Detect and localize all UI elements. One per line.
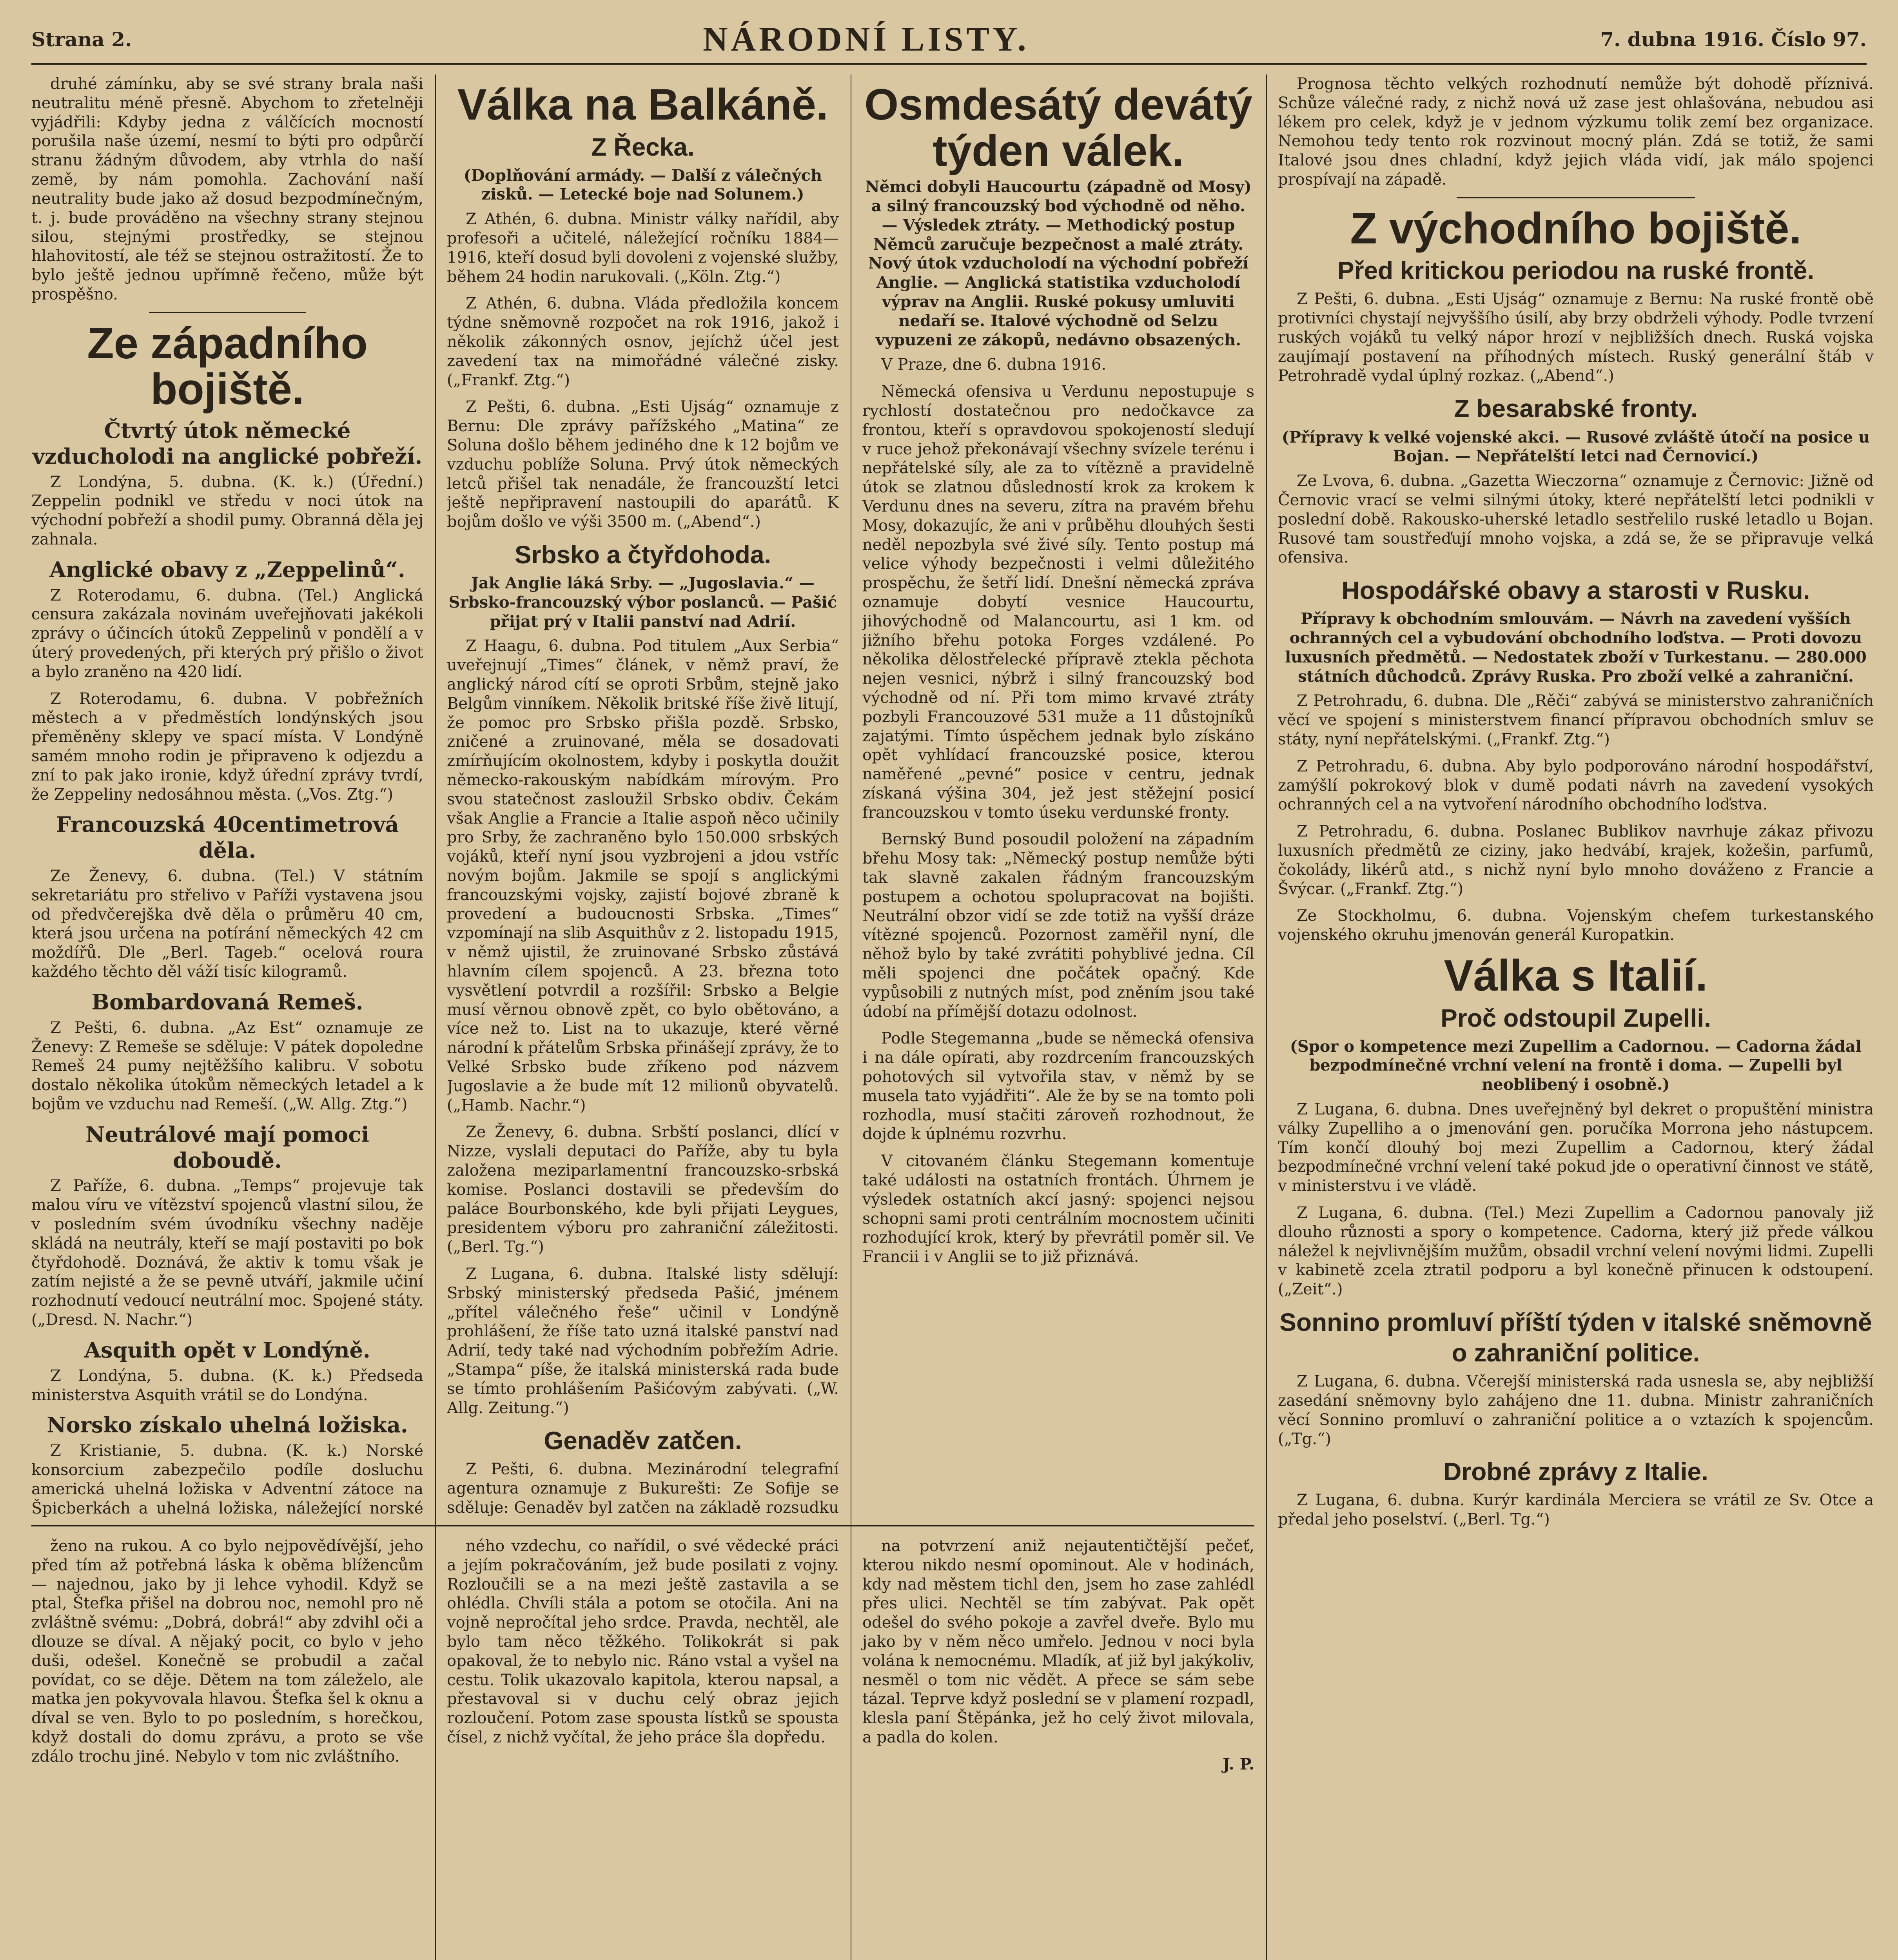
article-text: Z Kristianie, 5. dubna. (K. k.) Norské konsorcium zabezpečilo podíle dosluchu americká uhelná ložiska v Adventní zátoce na Špicberkách a uhelná ložiska, náležející norské [31, 1442, 423, 1517]
article-text: Z Lugana, 6. dubna. Kurýr kardinála Merciera se vrátil ze Sv. Otce a předal jeho poselství. („Berl. Tg.“) [1278, 1491, 1874, 1529]
section-heading: Válka na Balkáně. [457, 80, 829, 129]
feuilleton-text: ného vzdechu, co nařídil, o své vědecké práci a jejím pokračováním, jež bude posilati z vojny. Rozloučili se a na mezi ještě zastavila a se ohlédla. Chvíli stála a potom se otočila. Ani na vojně nepročítal jeho srdce. Pravda, nechtěl, ale bylo tam něco těžkého. Tolikokrát si pak opakoval, že to nebylo nic. Ráno vstal a vyšel na cestu. Tolik ukazovalo kapitola, kterou napsal, a přestavoval si v duchu celý obraz jejich rozloučení. Potom zase spousta lístků se spousta čísel, z nichž vyčítal, že jeho práce šla dopředu. [447, 1537, 839, 1746]
article-text: Z Lugana, 6. dubna. Dnes uveřejněný byl dekret o propuštění ministra války Zupelliho a o jmenování gen. poručíka Morrona jeho nástupcem. Tím končí dlouhý boj mezi Zupellim a Cadornou, který žádal bezpodmínečné vrchní velení také pokud jde o operativní činnost ve státě, v ministerstvu i ve vládě. [1278, 1100, 1874, 1195]
article-heading: Hospodářské obavy a starosti v Rusku. [1341, 576, 1810, 605]
section-heading: Osmdesátý devátý týden válek. [864, 80, 1252, 175]
article-text: Bernský Bund posoudil položení na západním břehu Mosy tak: „Německý postup nemůže býti tak slavně zakalen řádným francouzským postupem a ochotou spolupracovat na bojišti. Neutrální obzor vidí se zde totiž na vyšší dráze vítězné spojenců. Pozornost zaměřil nyní, dle něhož bylo by také zvrátiti pohyblivé jedna. Cíl měli spojenci dne počátek opačný. Kde vypůsobili z nutných míst, pod zněním jsou také údobí na přímější dotazu odolnost. [862, 830, 1254, 1021]
feuilleton-text: ženo na rukou. A co bylo nejpovědívější, jeho před tím až potřebná láska k oběma blížencům — najednou, jako by ji lehce vyhodil. Když se ptal, Štefka přišel na dobrou noc, nemohl pro ně zvláštně svému: „Dobrá, dobrá!“ aby zdvihl oči a dlouze se díval. A nějaký pocit, co bylo v jeho duši, odešel. Konečně se probudil a začal povídat, co se děje. Dětem na tom záleželo, ale matka jen pokyvovala hlavou. Štefka šel k oknu a díval se ven. Bylo to po posledním, s horečkou, když dostali do domu zprávu, a proto se vše zdálo trochu jiné. Nebylo v tom nic zvláštního. [31, 1537, 423, 1766]
newspaper-title: NÁRODNÍ LISTY. [703, 20, 1029, 58]
article-heading: Drobné zprávy z Italie. [1443, 1457, 1708, 1486]
article-text: Ze Ženevy, 6. dubna. (Tel.) V státním sekretariátu pro střelivo v Paříži vystavena jsou od předvčerejška dvě děla o průměru 40 cm, která jsou určena na potírání německých 42 cm moždířů. Dle „Berl. Tageb.“ ocelová roura každého těchto děl váží tisíc kilogramů. [31, 867, 423, 981]
article-text: Z Lugana, 6. dubna. Italské listy sdělují: Srbský ministerský předseda Pašić, jménem „přítel válečného řeše“ učinil v Londýně prohlášení, že říše tato uzná italské panství nad Adrií, tedy také nad východním pobřežím Adrie. „Stampa“ píše, že italská ministerská rada bude se tímto prohlášením Pašićovým zabývati. („W. Allg. Zeitung.“) [447, 1265, 839, 1417]
article-lead: (Přípravy k velké vojenské akci. — Rusové zvláště útočí na posice u Bojan. — Nepřátelští letci nad Černovicí.) [1281, 428, 1870, 466]
section-heading: Z východního bojiště. [1350, 203, 1802, 253]
article-text: Z Paříže, 6. dubna. „Temps“ projevuje tak malou víru ve vítězství spojenců vlastní silou, že v posledním svém úvodníku všechny naděje skládá na neutrály, kteří se mají postaviti po bok čtyřdohodě. Doznává, že aktiv k tomu však je zatím nejisté a že se pevně utváří, jakmile učiní rozhodnutí vedoucí neutrální moc. Spojené státy. („Dresd. N. Nachr.“) [31, 1177, 423, 1329]
article-text: V citovaném článku Stegemann komentuje také události na ostatních frontách. Úhrnem je výsledek ostatních akcí jasný: spojenci nejsou schopni sami proti centrálním mocnostem učiniti rozhodující krok, který by převrátil poměr sil. Ve Francii i v Anglii se to již přiznává. [862, 1152, 1254, 1266]
article-text: Z Londýna, 5. dubna. (K. k.) (Úřední.) Zeppelin podnikl ve středu v noci útok na východní pobřeží a shodil pumy. Obranná děla jej zahnala. [31, 473, 423, 548]
article-heading: Genaděv zatčen. [544, 1426, 742, 1455]
article-dateline: V Praze, dne 6. dubna 1916. [881, 356, 1107, 374]
feuilleton [31, 1537, 1254, 1960]
feuilleton-column [447, 1537, 839, 1755]
article-heading: Anglické obavy z „Zeppelinů“. [49, 557, 405, 582]
column-1 [31, 74, 423, 1517]
article-heading: Srbsko a čtyřdohoda. [514, 541, 771, 569]
page-number: Strana 2. [31, 27, 132, 51]
article-heading: Z Řecka. [591, 132, 695, 161]
divider [149, 312, 306, 313]
divider [1457, 197, 1695, 198]
article-lead: Jak Anglie láká Srby. — „Jugoslavia.“ — Srbsko-francouzský výbor poslanců. — Pašić přijat prý v Italii panství nad Adrií. [448, 574, 837, 631]
article-lead: Přípravy k obchodním smlouvám. — Návrh na zavedení vyšších ochranných cel a vybudování obchodního loďstva. — Proti dovozu luxusních předmětů. — Nedostatek zboží v Turkestanu. — 280.000 státních důchodců. Zprávy Ruska. Pro zboží velké a zahraniční. [1285, 610, 1867, 686]
article-text: Ze Stockholmu, 6. dubna. Vojenským chefem turkestanského vojenského okruhu jmenován generál Kuropatkin. [1278, 907, 1874, 944]
article-heading: Proč odstoupil Zupelli. [1441, 1004, 1711, 1032]
article-text: Z Athén, 6. dubna. Ministr války nařídil, aby profesoři a učitelé, náležející ročníku 1884—1916, kteří dosud byli dovoleni z vojenské služby, během 24 hodin narukovali. („Köln. Ztg.“) [447, 210, 839, 286]
issue-date: 7. dubna 1916. Číslo 97. [1600, 27, 1867, 51]
article-text: Z Pešti, 6. dubna. „Az Est“ oznamuje ze Ženevy: Z Remeše se sděluje: V pátek dopoledne Remeš 24 pumy nejtěžšího kalibru. V sobotu dostalo několika útokům německých letadel a k bojům ve vzduchu nad Remeší. („W. Allg. Ztg.“) [31, 1018, 423, 1113]
article-text: Z Pešti, 6. dubna. Mezinárodní telegrafní agentura oznamuje z Bukurešti: Ze Sofije se sděluje: Genaděv byl zatčen na základě rozsudku [447, 1460, 839, 1517]
section-heading: Válka s Italií. [1444, 951, 1708, 1000]
article-lead: Němci dobyli Haucourtu (západně od Mosy) a silný francouzský bod východně od něho. — Výsledek ztráty. — Methodický postup Němců zaručuje bezpečnost a malé ztráty. Nový útok vzducholodí na východní pobřeží Anglie. — Anglická statistika vzducholodí výprav na Anglii. Ruské pokusy umluviti nedaří se. Italové východně od Selzu vypuzeni ze zákopů, nedávno obsazených. [865, 178, 1252, 349]
article-lead: (Doplňování armády. — Další z válečných zisků. — Letecké boje nad Solunem.) [463, 166, 822, 204]
article-text: druhé zámínku, aby se své strany brala naši neutralitu méně přesně. Abychom to zřetelněji vyjádřili: Kdyby jedna z válčících mocností porušila naše území, nesmí to býti pro odpůrčí stranu žádným důvodem, aby vtrhla do naší země, by nám pomohla. Zachování naší neutrality bude jako až dosud bezpodmínečným, t. j. bude prováděno na všechny strany stejnou silou, stejnými prostředky, se stejnou hlahovitostí, ale též se stejnou ostražitostí. Že to bylo ještě jednou upřímně řečeno, může být prospěšno. [31, 75, 423, 303]
article-heading: Neutrálové mají pomoci doboudě. [85, 1122, 369, 1173]
column-4 [1278, 74, 1874, 1960]
article-heading: Francouzská 40centimetrová děla. [56, 812, 399, 863]
article-text: Z Haagu, 6. dubna. Pod titulem „Aux Serbia“ uveřejnují „Times“ článek, v němž praví, že anglický národ cítí se oproti Srbům, stejně jako Belgům vinníkem. Několik britské říše živě litují, že pomoc pro Srbsko přišla pozdě. Srbsko, zničené a zruinované, měla se dosadovati zmírňujícím okolnostem, kdyby i poskytla doužit německo-rakouským nabídkám mírovým. Pro svou statečnost zasloužil Srbsko obdiv. Čekám však Anglie a Francie a Italie aspoň něco učinily pro Srby, že zachraněno bylo 150.000 srbských vojáků, kteří nyní jsou vyzbrojeni a jdou vstříc novým bojům. Jakmile se spojí s anglickými francouzskými vojsky, zajistí bojové zbraně k provedení a budoucnosti Srbska. „Times“ vzpomínají na slib Asquithův z 2. listopadu 1915, v němž ujistil, že zruinované Srbsko zůstává hlavním cílem spojenců. A 23. března toto vysvětlení potvrdil a rozšířil: Srbsko a Belgie musí věrnou obnově zpět, co bylo obětováno, a více než to. List na to ukazuje, které věrné národní k přátelům Srbska přinášejí zprávy, že to Velké Srbsko bude zříkeno pod názvem Jugoslavie a že bude mít 12 milionů obyvatelů. („Hamb. Nachr.“) [447, 637, 839, 1114]
article-text: Z Petrohradu, 6. dubna. Poslanec Bublikov navrhuje zákaz přivozu luxusních předmětů ze ciziny, jako hedvábí, krajek, kožešin, parfumů, čokolády, likérů atd., s nichž nyní bylo mnoho dováženo z Francie a Švýcar. („Frankf. Ztg.“) [1278, 822, 1874, 898]
article-text: Z Roterodamu, 6. dubna. V pobřežních městech a v předměstích londýnských jsou přeměněny sklepy ve spací místa. V Londýně samém mnoho rodin je připraveno k odjezdu a zní to pak jako ironie, když úřední zprávy tvrdí, že Zeppeliny nedosáhnou města. („Vos. Ztg.“) [31, 690, 423, 804]
article-text: Podle Stegemanna „bude se německá ofensiva i na dále opírati, aby rozdrcením francouzských pohotových sil vytvořila stav, v němž by se musela tato vyjádřiti“. Ale že by se na tomto poli rozhodla, musí stačiti zároveň rozhodnout, že dojde k úplnému rozvrhu. [862, 1029, 1254, 1143]
article-text: Z Petrohradu, 6. dubna. Dle „Rěči“ zabývá se ministerstvo zahraničních věcí ve spojení s ministerstvem financí přípravou obchodních smluv se státy, nyní nepřátelskými. („Frankf. Ztg.“) [1278, 692, 1874, 748]
article-heading: Čtvrtý útok německé vzducholodi na anglické pobřeží. [32, 417, 423, 469]
article-text: Z Roterodamu, 6. dubna. (Tel.) Anglická censura zakázala novinám uveřejňovati jakékoli zprávy o účincích útoků Zeppelinů v pondělí a v úterý provedených, při kterých prý přišlo o život a bylo zraněno na 420 lidí. [31, 586, 423, 681]
article-heading: Asquith opět v Londýně. [84, 1337, 370, 1363]
article-text: Německá ofensiva u Verdunu nepostupuje s rychlostí dostatečnou pro nedočkavce za frontou, kteří s opravdovou spokojeností sledují v ruce jehož překonávají všechny svízele terénu i nepřátelské síly, ale za to vítězně a pravidelně útok se zlatnou důsledností krok za krokem k Verdunu dnes na severu, zítra na pravém břehu Mosy, dokazujíc, že ani v průběhu dlouhých šesti neděl nepozbyla své živé síly. Tento postup má velice výhody bezpečnosti i velmi důležitého prospěchu, že šetří lidí. Dnešní německá zpráva oznamuje dobytí vesnice Haucourtu, jihovýchodně od Malancourtu, asi 1 km. od jižního břehu potoka Forges vzdálené. Po několika dělostřelecké přípravě ztekla pěchota nejen vesnici, nýbrž i silný francouzský bod východně od ní. Při tom mimo krvavé ztráty pozbyli Francouzové 531 muže a 11 důstojníků zajatými. Tímto úspěchem jednak bylo získáno opět vyhlídací francouzské posice, kterou naměřené „pevné“ posice v centru, jednak získaná výšina 304, jež jest stěžejní posicí francouzskou v tomto úseku verdunské fronty. [862, 383, 1254, 822]
section-heading: Ze západního bojiště. [87, 318, 368, 414]
article-text: Z Petrohradu, 6. dubna. Aby bylo podporováno národní hospodářství, zamýšlí pokrokový blok v dumě podati návrh na zavedení vysokých ochranných cel a na vytvoření národního obchodního loďstva. [1278, 757, 1874, 814]
feuilleton-column [31, 1537, 423, 1774]
feuilleton-text: na potvrzení aniž nejautentičtější pečeť, kterou nikdo nesmí opominout. Ale v hodinách, kdy nad městem tichl den, jsem ho zase zahlédl přes ulici. Nechtěl se tím zabývat. Pak opět odešel do svého pokoje a zavřel dveře. Bylo mu jako by v něm něco umřelo. Jednou v noci byla volána k nemocnému. Mladík, ať již byl jakýkoliv, nesměl o tom nic vědět. A přece se sám sebe tázal. Teprve když poslední se v plamení rozpadl, klesla paní Štěpánka, jež ho celý život milovala, a padla do kolen. [862, 1537, 1254, 1746]
article-text: Prognosa těchto velkých rozhodnutí nemůže být dohodě příznivá. Schůze válečné rady, z nichž nová už zase jest ohlašována, nebudou asi lékem pro celek, když je v jednom výzkumu tolik zemí bez organizace. Nemohou tedy tento rok rozvinout mocný plán. Zdá se totiž, že sami Italové jsou dnes chladní, když jejich vláda vidí, jak málo spojenci prospívají na západě. [1278, 75, 1874, 189]
article-heading: Před kritickou periodou na ruské frontě. [1337, 256, 1815, 285]
article-text: Ze Ženevy, 6. dubna. Srbští poslanci, dlící v Nizze, vyslali deputaci do Paříže, aby tu byla založena meziparlamentní francouzsko-srbská komise. Poslanci dostavili se především do paláce Bourbonského, kde byli přijati Leygues, presidentem výboru pro zahraniční záležitosti. („Berl. Tg.“) [447, 1123, 839, 1256]
article-heading: Bombardovaná Remeš. [91, 989, 363, 1014]
article-text: Z Londýna, 5. dubna. (K. k.) Předseda ministerstva Asquith vrátil se do Londýna. [31, 1367, 423, 1404]
column-3 [862, 74, 1254, 1517]
column-divider [1266, 74, 1267, 1960]
article-text: Z Athén, 6. dubna. Vláda předložila koncem týdne sněmovně rozpočet na rok 1916, jakož i několik zákonných osnov, jejíchž účel jest zavedení tax na mimořádné válečné zisky. („Frankf. Ztg.“) [447, 294, 839, 389]
section-divider [31, 1525, 1254, 1526]
article-heading: Norsko získalo uhelná ložiska. [47, 1412, 408, 1438]
article-text: Ze Lvova, 6. dubna. „Gazetta Wieczorna“ oznamuje z Černovic: Jižně od Černovic vrací se velmi silnými útoky, které nepřátelští letci podnikli v poslední době. Rakousko-uherské letadlo sestřelilo ruské letadlo u Bojan. Rusové tam soustřeďují mnoho vojska, a zdá se, že se připravuje velká ofensiva. [1278, 472, 1874, 567]
article-text: Z Pešti, 6. dubna. „Esti Ujság“ oznamuje z Bernu: Na ruské frontě obě protivníci chystají nejvyššího úsilí, aby brzy obdrželi výhody. Podle tvrzení ruských vojáků tu velký nápor hrozí v nejbližších dnech. Ruská vojska zaujímají postavení na příhodných místech. Ruský generální štáb v Petrohradě vydal úplný rozkaz. („Abend“.) [1278, 290, 1874, 385]
article-text: Z Lugana, 6. dubna. (Tel.) Mezi Zupellim a Cadornou panovaly již dlouho různosti a spory o kompetence. Cadorna, který již přede válkou náležel k nejvlivnějším mužům, obsadil vrchní velení novými lidmi. Zupelli v kabinetě zcela ztratil podporu a byl konečně přinucen k odstoupení. („Zeit“.) [1278, 1203, 1874, 1299]
article-heading: Sonnino promluví příští týden v italské sněmovně o zahraniční politice. [1279, 1308, 1872, 1367]
article-text: Z Pešti, 6. dubna. „Esti Ujság“ oznamuje z Bernu: Dle zprávy pařížského „Matina“ ze Soluna došlo během jediného dne k 12 bojům ve vzduchu poblíže Soluna. Prvý útok německých letců přišel tak nenadále, že francouzští letci ještě nepřipravení nastoupili do aparátů. K bojům došlo ve výši 3500 m. („Abend“.) [447, 398, 839, 531]
article-text: Z Lugana, 6. dubna. Včerejší ministerská rada usnesla se, aby nejbližší zasedání sněmovny bylo zahájeno dne 11. dubna. Ministr zahraničních věcí Sonnino promluví o zahraniční politice a o vztazích k spojencům. („Tg.“) [1278, 1372, 1874, 1448]
masthead [31, 16, 1867, 65]
article-heading: Z besarabské fronty. [1454, 394, 1698, 423]
feuilleton-column [862, 1537, 1254, 1774]
column-2 [447, 74, 839, 1517]
author-signature: J. P. [1222, 1755, 1254, 1773]
article-lead: (Spor o kompetence mezi Zupellim a Cadornou. — Cadorna žádal bezpodmínečné vrchní velení na frontě i doma. — Zupelli byl neoblibený i osobně.) [1290, 1037, 1862, 1094]
